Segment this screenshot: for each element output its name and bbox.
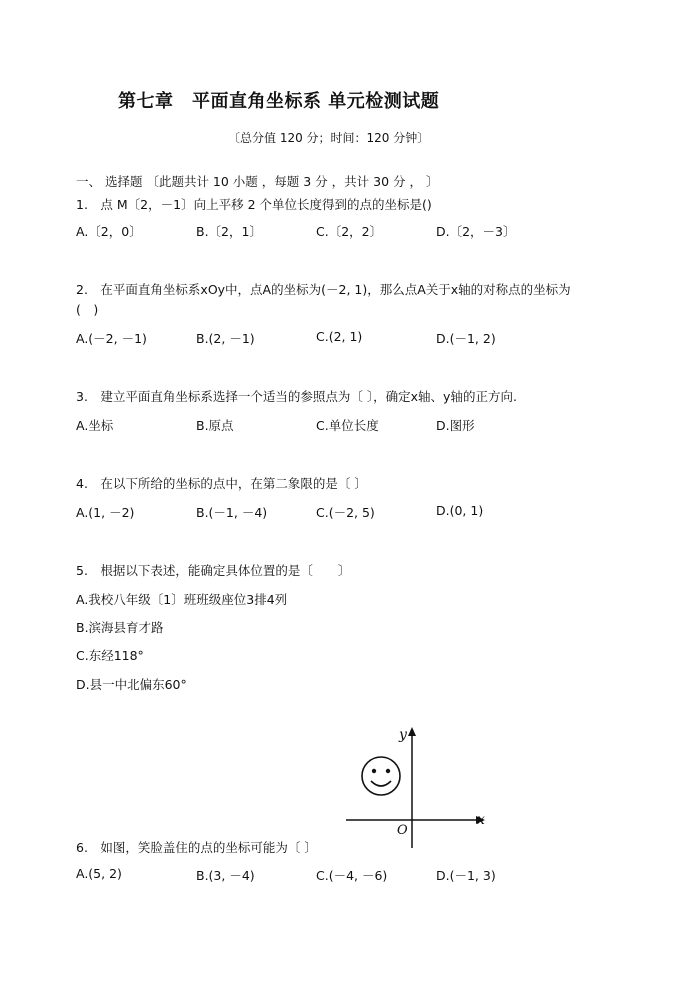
question-1-stem: 1. 点 M〔2，－1〕向上平移 2 个单位长度得到的点的坐标是() [76, 197, 432, 212]
q6-option-b[interactable]: B.(3, －4) [196, 868, 255, 883]
q5-option-b[interactable]: B.滨海县育才路 [76, 620, 164, 635]
question-3-stem: 3. 建立平面直角坐标系选择一个适当的参照点为〔 〕，确定x轴、y轴的正方向. [76, 389, 517, 404]
question-5-stem: 5. 根据以下表述，能确定具体位置的是〔 〕 [76, 563, 351, 578]
x-axis-label: x [477, 812, 485, 828]
q1-option-b[interactable]: B.〔2，1〕 [196, 224, 262, 239]
question-6-stem: 6. 如图，笑脸盖住的点的坐标可能为〔 〕 [76, 840, 317, 855]
q2-option-c[interactable]: C.(2, 1) [316, 329, 363, 344]
question-4-stem: 4. 在以下所给的坐标的点中，在第二象限的是〔 〕 [76, 476, 367, 491]
q4-option-c[interactable]: C.(－2, 5) [316, 505, 375, 520]
q1-option-d[interactable]: D.〔2，－3〕 [436, 224, 516, 239]
q1-option-a[interactable]: A.〔2，0〕 [76, 224, 142, 239]
page-title: 第七章 平面直角坐标系 单元检测试题 [118, 91, 440, 112]
origin-label: O [397, 823, 408, 838]
q3-option-a[interactable]: A.坐标 [76, 418, 114, 433]
q5-option-a[interactable]: A.我校八年级〔1〕班班级座位3排4列 [76, 592, 288, 607]
question-2-stem: 2. 在平面直角坐标系xOy中，点A的坐标为(－2, 1)，那么点A关于x轴的对称点的坐标为 [76, 282, 571, 297]
q6-option-a[interactable]: A.(5, 2) [76, 866, 122, 881]
q5-option-c[interactable]: C.东经118° [76, 648, 144, 663]
q2-option-b[interactable]: B.(2, －1) [196, 331, 255, 346]
q5-option-d[interactable]: D.县一中北偏东60° [76, 677, 187, 692]
section-header: 一、 选择题 〔此题共计 10 小题 ，每题 3 分 ，共计 30 分 ， 〕 [76, 174, 439, 189]
q3-option-b[interactable]: B.原点 [196, 418, 234, 433]
q1-option-c[interactable]: C.〔2，2〕 [316, 224, 383, 239]
exam-info: 〔总分值 120 分；时间：120 分钟〕 [228, 131, 430, 145]
q4-option-d[interactable]: D.(0, 1) [436, 503, 484, 518]
question-2-blank: ( ) [76, 302, 99, 317]
q6-option-c[interactable]: C.(－4, －6) [316, 868, 388, 883]
q6-option-d[interactable]: D.(－1, 3) [436, 868, 496, 883]
q2-option-a[interactable]: A.(－2, －1) [76, 331, 147, 346]
y-axis-arrow [408, 727, 416, 736]
q2-option-d[interactable]: D.(－1, 2) [436, 331, 496, 346]
q4-option-a[interactable]: A.(1, －2) [76, 505, 135, 520]
coordinate-figure [340, 724, 500, 854]
q3-option-c[interactable]: C.单位长度 [316, 418, 379, 433]
q4-option-b[interactable]: B.(－1, －4) [196, 505, 268, 520]
y-axis-label: y [399, 727, 407, 743]
smiley-face-icon [362, 757, 400, 795]
q3-option-d[interactable]: D.图形 [436, 418, 475, 433]
